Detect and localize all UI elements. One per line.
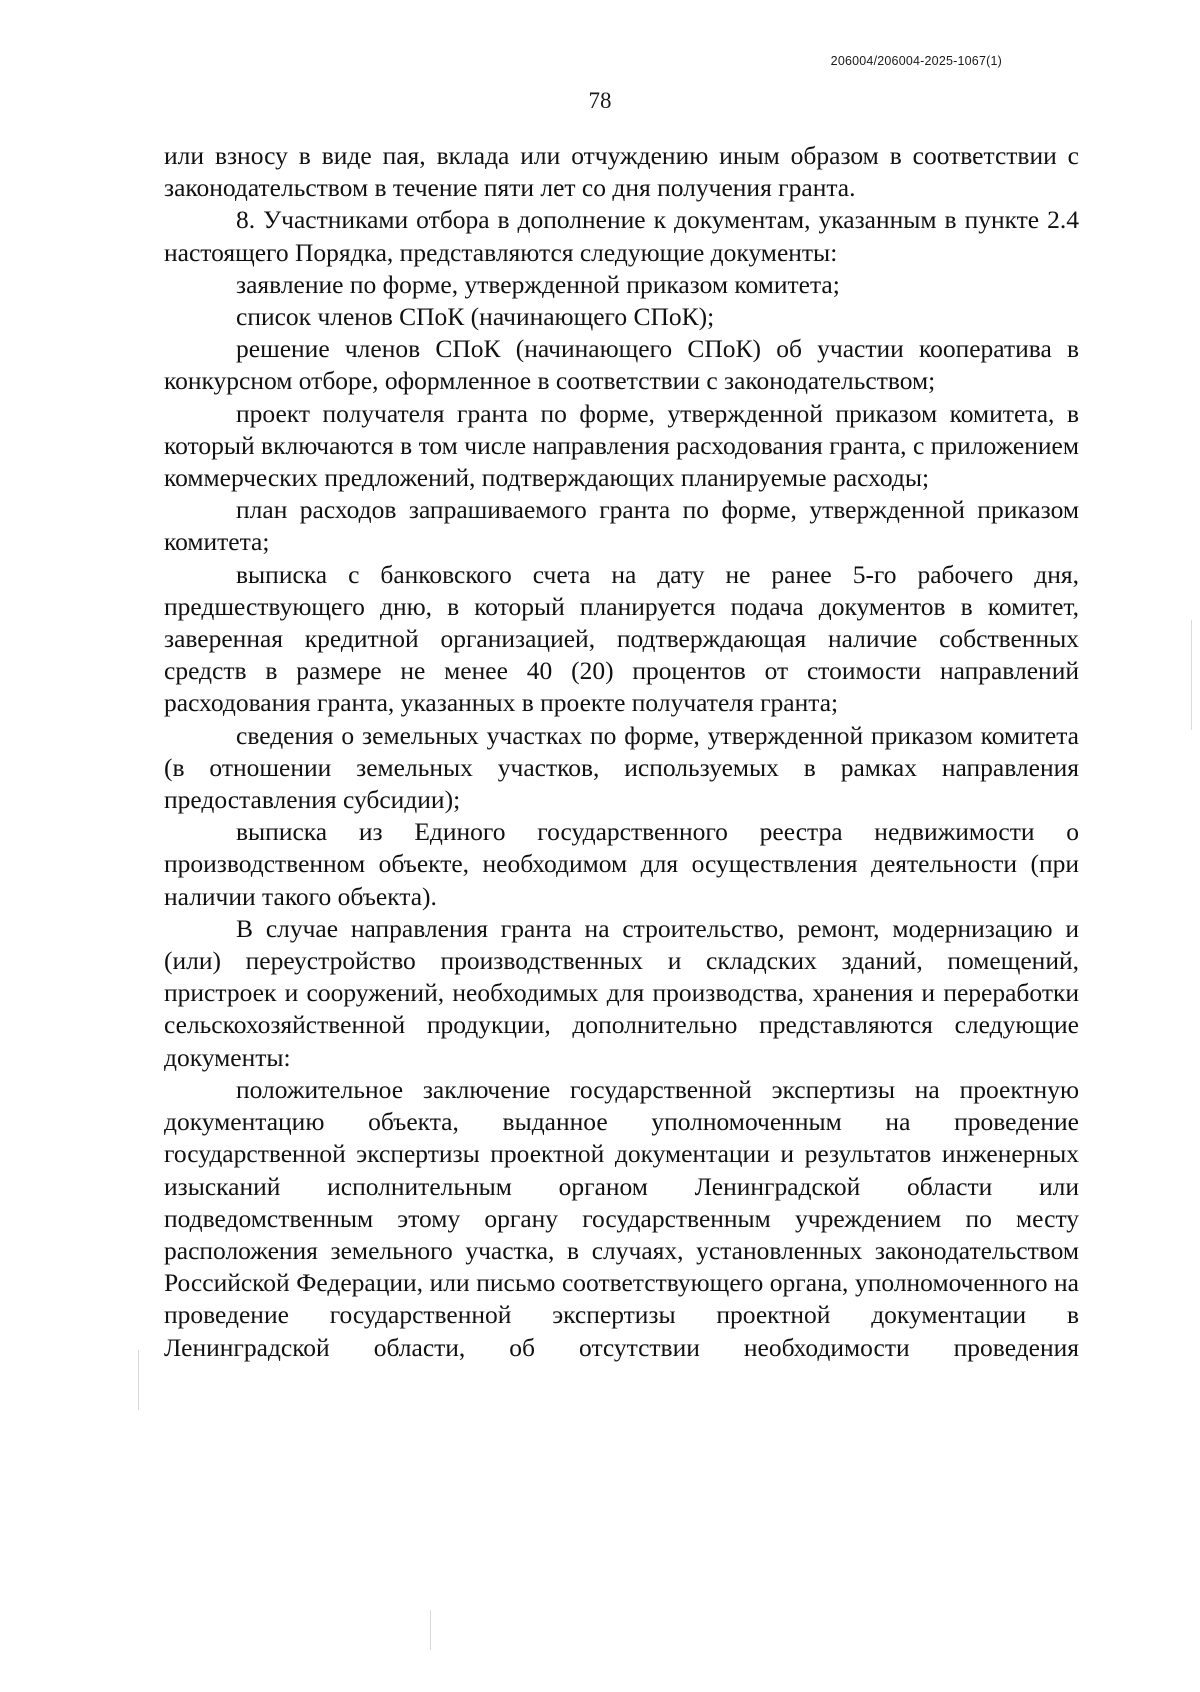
paragraph-continuation: или взносу в виде пая, вклада или отчуждению иным образом в соответствии с законодательством в течение пяти лет со дня получения гранта. [164,141,1079,203]
scan-artifact-line [1191,620,1192,730]
paragraph-members-decision: решение членов СПоК (начинающего СПоК) об участии кооператива в конкурсном отборе, оформленное в соответствии с законодательством; [164,334,1079,396]
paragraph-land-plots: сведения о земельных участках по форме, утвержденной приказом комитета (в отношении земельных участков, используемых в рамках направления предоставления субсидии); [164,720,1079,815]
paragraph-registry-extract: выписка из Единого государственного реестра недвижимости о производственном объекте, необходимом для осуществления деятельности (при наличии такого объекта). [164,817,1079,911]
paragraph-expense-plan: план расходов запрашиваемого гранта по форме, утвержденной приказом комитета; [164,495,1079,557]
paragraph-item-8: 8. Участниками отбора в дополнение к документам, указанным в пункте 2.4 настоящего Порядка, представляются следующие документы: [164,205,1079,267]
paragraph-grant-project: проект получателя гранта по форме, утвержденной приказом комитета, в который включаются в том числе направления расходования гранта, с приложением коммерческих предложений, подтверждающих планируемые расходы; [164,398,1079,493]
document-id: 206004/206004-2025-1067(1) [830,54,1002,68]
paragraph-application: заявление по форме, утвержденной приказом комитета; [236,269,840,299]
scan-artifact-line [430,1610,431,1650]
paragraph-expertise-conclusion: положительное заключение государственной экспертизы на проектную документацию объекта, выданное уполномоченным на проведение государственной экспертизы проектной документации и результатов инженерных изысканий исполнительным органом Ленинградской области или подведомственным этому органу государственным учреждением по месту расположения земельного участка, в случаях, установленных законодательством Российской Федерации, или письмо соответствующего органа, уполномоченного на проведение государственной экспертизы проектной документации в Ленинградской области, об отсутствии необходимости проведения [164,1074,1079,1362]
paragraph-bank-statement: выписка с банковского счета на дату не ранее 5-го рабочего дня, предшествующего дню, в который планируется подача документов в комитет, заверенная кредитной организацией, подтверждающая наличие собственных средств в размере не менее 40 (20) процентов от стоимости направлений расходования гранта, указанных в проекте получателя гранта; [164,559,1079,718]
paragraph-construction-case: В случае направления гранта на строительство, ремонт, модернизацию и (или) переустройство производственных и складских зданий, помещений, пристроек и сооружений, необходимых для производства, хранения и переработки сельскохозяйственной продукции, дополнительно представляются следующие документы: [164,913,1079,1072]
paragraph-member-list: список членов СПоК (начинающего СПоК); [236,302,715,332]
document-text [164,140,1079,1364]
scan-artifact-line [138,1350,139,1410]
page-number: 78 [588,88,612,113]
